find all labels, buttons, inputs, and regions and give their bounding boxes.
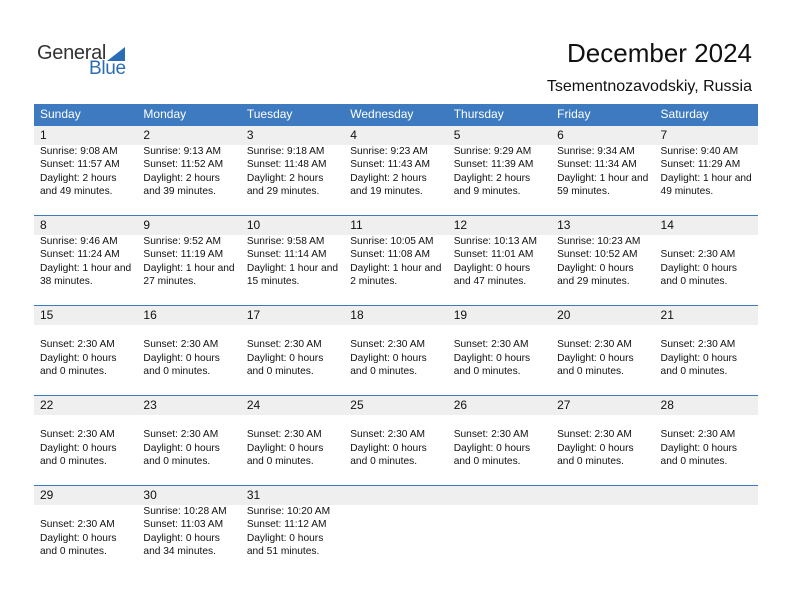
day-number [454,485,551,505]
daylight-text: Daylight: 0 hours [350,352,427,364]
day-info [454,415,551,469]
day-cell [448,125,551,215]
sunset-text: Sunset: 2:30 AM [557,339,632,351]
daylight-text: Daylight: 0 hours [350,442,427,454]
daylight-minutes-text: 49 minutes. [660,186,714,198]
sunrise-text: Sunrise: 9:58 AM [246,236,325,247]
day-cell [448,395,551,485]
sunrise-text: Sunrise: 9:08 AM [40,146,118,157]
daylight-minutes-text: and 0 minutes. [143,366,211,378]
day-cell [551,125,654,215]
sunset-text: Sunset: 2:30 AM [143,339,219,351]
day-number: 20 [557,308,571,322]
day-cell [34,305,137,395]
daylight-minutes-text: and 0 minutes. [40,366,107,378]
week-row [34,305,758,395]
day-cell [34,215,137,305]
daylight-minutes-text: and 9 minutes. [453,186,521,198]
day-cell [241,125,344,215]
sunrise-text: Sunrise: 9:29 AM [453,146,532,157]
daylight-minutes-text: and 47 minutes. [453,276,527,288]
week-row [34,215,758,305]
daylight-text: Daylight: 0 hours [246,532,324,544]
daylight-minutes-text: and 19 minutes. [350,186,423,198]
day-cell [241,215,344,305]
day-number: 19 [453,308,468,322]
sunset-text: Sunset: 11:19 AM [143,249,224,261]
sunset-text: Sunset: 2:30 AM [246,339,322,351]
sunset-text: Sunset: 11:43 AM [350,159,430,171]
daylight-text: Daylight: 1 hour and [557,172,649,184]
day-cell [137,395,240,485]
week-cells [34,485,758,575]
sunrise-text: Sunrise: 9:40 AM [660,146,739,157]
week-cells [34,395,758,485]
sunrise-text [247,325,344,338]
daylight-minutes-text: and 0 minutes. [453,456,521,468]
sunset-text: Sunset: 11:48 AM [246,159,327,171]
sunset-text: Sunset: 2:30 AM [660,249,736,261]
day-cell [344,485,447,575]
daylight-text: Daylight: 2 hours [143,172,220,184]
sunset-text: Sunset: 2:30 AM [40,429,115,441]
daylight-minutes-text: and 0 minutes. [660,366,728,378]
sunrise-text: Sunrise: 9:46 AM [40,236,118,247]
sunset-text: Sunset: 11:52 AM [143,159,224,171]
daylight-minutes-text: and 49 minutes. [40,186,113,198]
day-number: 2 [143,128,151,142]
day-cell [344,305,447,395]
day-info [661,325,758,379]
daylight-text: Daylight: 1 hour and [246,262,339,274]
day-number: 16 [143,308,157,322]
day-cell [655,305,758,395]
daylight-minutes-text: and 51 minutes. [246,546,320,558]
day-info [557,235,654,289]
day-number: 4 [350,128,357,142]
day-number [350,485,447,505]
week-row [34,125,758,215]
day-number: 27 [557,398,571,412]
daylight-minutes-text: and 39 minutes. [143,186,216,198]
day-info [350,415,447,469]
daylight-text: Daylight: 0 hours [40,352,117,364]
daylight-text: Daylight: 1 hour and [350,262,442,274]
daylight-text: Daylight: 0 hours [143,352,220,364]
weekday-monday: Monday [143,107,187,121]
day-number: 11 [350,218,363,232]
day-number: 8 [40,218,47,232]
week-cells [34,125,758,215]
day-number: 3 [246,128,254,142]
sunrise-text: Sunrise: 10:20 AM [246,506,331,517]
daylight-text: Daylight: 1 hour and [660,172,752,184]
sunrise-text [350,325,447,338]
day-cell [137,125,240,215]
weekday-tuesday: Tuesday [246,107,293,121]
location-label: Tsementnozavodskiy, Russia [546,78,752,95]
daylight-text: Daylight: 0 hours [40,442,117,454]
day-info [247,235,344,289]
sunset-text: Sunset: 2:30 AM [350,429,426,441]
daylight-text: Daylight: 0 hours [453,262,531,274]
day-cell [551,305,654,395]
sunset-text: Sunset: 2:30 AM [660,339,736,351]
day-info [40,415,137,469]
day-cell [344,125,447,215]
sunrise-text: Sunrise: 10:28 AM [143,506,227,517]
day-info [40,235,137,289]
daylight-text: Daylight: 0 hours [246,442,324,454]
day-info [557,145,654,199]
day-info [350,325,447,379]
week-cells [34,305,758,395]
sunrise-text [40,415,137,428]
day-cell [551,395,654,485]
day-info [143,505,240,559]
daylight-text: Daylight: 2 hours [40,172,117,184]
day-number: 22 [40,398,54,412]
day-number: 17 [246,308,261,322]
day-cell [34,395,137,485]
day-info [247,325,344,379]
sunrise-text [661,235,758,248]
day-info [143,235,240,289]
day-info [247,415,344,469]
day-info [40,145,137,199]
day-cell [448,485,551,575]
day-number: 5 [453,128,461,142]
daylight-minutes-text: and 34 minutes. [143,546,216,558]
day-info [143,325,240,379]
day-number: 30 [143,488,157,502]
daylight-minutes-text: and 29 minutes. [246,186,320,198]
daylight-text: Daylight: 0 hours [660,442,737,454]
sunrise-text [557,415,654,428]
day-info [557,415,654,469]
daylight-text: Daylight: 0 hours [143,532,220,544]
sunset-text: Sunset: 2:30 AM [246,429,322,441]
weekday-sunday: Sunday [40,107,81,121]
day-info [40,505,137,559]
day-info [661,235,758,289]
page-title: December 2024 [567,38,752,68]
day-cell [448,215,551,305]
day-number: 18 [350,308,364,322]
sunrise-text [454,415,551,428]
day-info [350,145,447,199]
day-info [454,235,551,289]
logo-text-general: General [37,42,107,64]
daylight-minutes-text: and 0 minutes. [557,366,624,378]
week-cells [34,215,758,305]
daylight-minutes-text: and 0 minutes. [660,456,728,468]
sunrise-text [557,325,654,338]
day-cell [137,215,240,305]
logo [37,42,137,82]
daylight-minutes-text: 38 minutes. [40,276,93,288]
daylight-text: Daylight: 0 hours [660,352,737,364]
day-cell [655,485,758,575]
day-number: 28 [660,398,674,412]
daylight-minutes-text: and 0 minutes. [246,456,314,468]
daylight-minutes-text: and 0 minutes. [40,456,107,468]
daylight-text: Daylight: 1 hour and [143,262,235,274]
day-number: 1 [40,128,47,142]
daylight-minutes-text: 15 minutes. [246,276,300,288]
sunset-text: Sunset: 2:30 AM [453,339,529,351]
sunrise-text: Sunrise: 10:05 AM [350,236,434,247]
sunset-text: Sunset: 11:01 AM [453,249,534,261]
daylight-minutes-text: and 0 minutes. [246,366,314,378]
daylight-text: Daylight: 0 hours [40,532,117,544]
sunrise-text: Sunrise: 9:13 AM [143,146,222,157]
day-number: 10 [246,218,261,232]
daylight-text: Daylight: 2 hours [246,172,324,184]
sunset-text: Sunset: 2:30 AM [143,429,219,441]
day-number: 24 [246,398,261,412]
day-info [143,145,240,199]
daylight-text: Daylight: 0 hours [557,442,634,454]
sunrise-text [454,325,551,338]
day-cell [137,485,240,575]
day-cell [344,395,447,485]
daylight-text: Daylight: 0 hours [246,352,324,364]
sunset-text: Sunset: 2:30 AM [40,519,115,531]
sunrise-text [40,325,137,338]
sunrise-text: Sunrise: 9:23 AM [350,146,428,157]
day-cell [448,305,551,395]
daylight-minutes-text: and 0 minutes. [350,366,418,378]
sunrise-text: Sunrise: 10:13 AM [453,236,537,247]
sunrise-text: Sunrise: 9:34 AM [557,146,635,157]
day-info [350,235,447,289]
sunset-text: Sunset: 11:39 AM [453,159,534,171]
day-info [454,145,551,199]
sunset-text: Sunset: 11:03 AM [143,519,224,531]
day-cell [241,305,344,395]
sunrise-text [661,325,758,338]
calendar-grid [34,104,758,575]
day-info [661,145,758,199]
day-number: 12 [453,218,468,232]
day-cell [655,125,758,215]
daylight-minutes-text: and 0 minutes. [350,456,418,468]
daylight-minutes-text: 59 minutes. [557,186,610,198]
daylight-text: Daylight: 0 hours [143,442,220,454]
sunrise-text [40,505,137,518]
day-number: 13 [557,218,571,232]
daylight-minutes-text: and 0 minutes. [660,276,728,288]
daylight-text: Daylight: 0 hours [453,352,531,364]
day-number: 23 [143,398,157,412]
daylight-text: Daylight: 0 hours [453,442,531,454]
day-number [557,485,654,505]
sunrise-text: Sunrise: 9:18 AM [246,146,325,157]
sunset-text: Sunset: 11:08 AM [350,249,430,261]
day-info [661,415,758,469]
day-info [247,145,344,199]
week-row [34,485,758,575]
sunset-text: Sunset: 11:24 AM [40,249,120,261]
sunset-text: Sunset: 10:52 AM [557,249,638,261]
day-cell [241,485,344,575]
day-number: 14 [660,218,674,232]
sunset-text: Sunset: 2:30 AM [350,339,426,351]
sunrise-text [247,415,344,428]
sunset-text: Sunset: 11:12 AM [246,519,327,531]
daylight-minutes-text: and 0 minutes. [40,546,107,558]
day-cell [551,485,654,575]
day-info [247,505,344,559]
day-cell [137,305,240,395]
daylight-text: Daylight: 0 hours [660,262,737,274]
day-info [557,325,654,379]
sunset-text: Sunset: 11:34 AM [557,159,637,171]
sunrise-text [143,325,240,338]
daylight-minutes-text: and 0 minutes. [557,456,624,468]
daylight-minutes-text: 27 minutes. [143,276,197,288]
weekday-thursday: Thursday [453,107,504,121]
day-number: 25 [350,398,364,412]
day-number: 31 [246,488,261,502]
sunrise-text [661,415,758,428]
sunrise-text: Sunrise: 9:52 AM [143,236,222,247]
day-info [143,415,240,469]
sunset-text: Sunset: 2:30 AM [453,429,529,441]
daylight-text: Daylight: 0 hours [557,352,634,364]
daylight-minutes-text: 2 minutes. [350,276,398,288]
day-cell [34,485,137,575]
day-cell [551,215,654,305]
daylight-text: Daylight: 0 hours [557,262,634,274]
daylight-text: Daylight: 1 hour and [40,262,132,274]
day-info [40,325,137,379]
day-number: 9 [143,218,151,232]
week-row [34,395,758,485]
day-number: 6 [557,128,564,142]
day-number [661,485,758,505]
day-number: 26 [453,398,468,412]
day-cell [344,215,447,305]
day-number: 29 [40,488,54,502]
logo-text-blue: Blue [89,58,126,79]
weekday-friday: Friday [557,107,591,121]
sunset-text: Sunset: 2:30 AM [557,429,632,441]
sunrise-text [143,415,240,428]
sunset-text: Sunset: 11:29 AM [660,159,741,171]
daylight-minutes-text: and 0 minutes. [143,456,211,468]
day-number: 15 [40,308,54,322]
sunrise-text [350,415,447,428]
day-cell [34,125,137,215]
weeks-container [34,125,758,575]
day-number: 7 [660,128,668,142]
sunset-text: Sunset: 11:57 AM [40,159,120,171]
daylight-text: Daylight: 2 hours [350,172,427,184]
sunrise-text: Sunrise: 10:23 AM [557,236,641,247]
day-cell [655,215,758,305]
sunset-text: Sunset: 11:14 AM [246,249,327,261]
day-cell [655,395,758,485]
sunset-text: Sunset: 2:30 AM [660,429,736,441]
day-number: 21 [660,308,674,322]
day-cell [241,395,344,485]
weekday-wednesday: Wednesday [350,107,414,121]
sunset-text: Sunset: 2:30 AM [40,339,115,351]
day-info [454,325,551,379]
weekday-header [34,104,758,125]
daylight-text: Daylight: 2 hours [453,172,531,184]
daylight-minutes-text: and 29 minutes. [557,276,630,288]
daylight-minutes-text: and 0 minutes. [453,366,521,378]
weekday-saturday: Saturday [660,107,709,121]
